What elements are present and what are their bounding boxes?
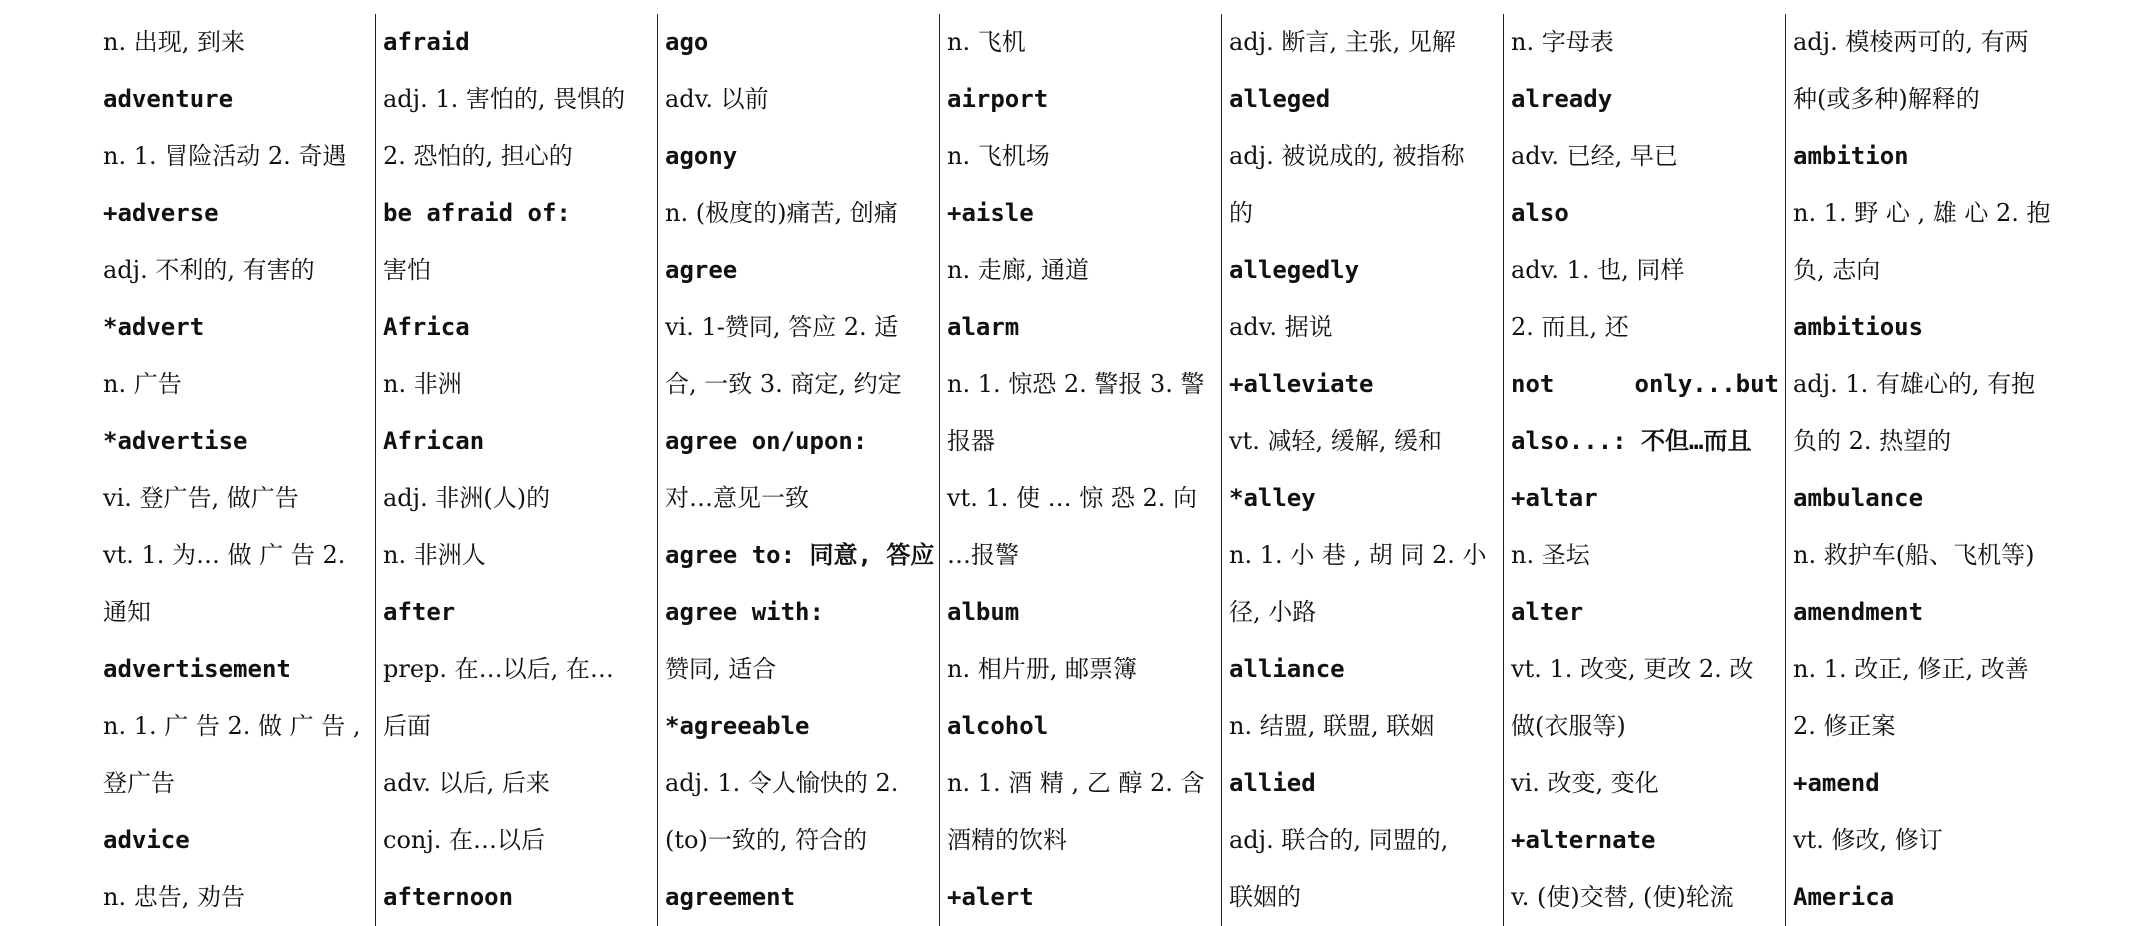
definition-line: n. 非洲人 (383, 541, 486, 569)
dictionary-column (939, 14, 1221, 926)
definition-line: 登广告 (103, 769, 175, 797)
headword: +alert (947, 883, 1034, 911)
headword: afternoon (383, 883, 514, 911)
definition-line: n. 走廊, 通道 (947, 256, 1089, 284)
headword: agree with: (665, 598, 824, 626)
definition-line: adj. 非洲(人)的 (383, 484, 551, 512)
definition-line: 赞同, 适合 (665, 655, 777, 683)
headword: afraid (383, 28, 470, 56)
headword: alter (1511, 598, 1584, 626)
headword: alliance (1229, 655, 1345, 683)
definition-line: vt. 1. 使 … 惊 恐 2. 向 (947, 484, 1198, 512)
headword: +alternate (1511, 826, 1656, 854)
headword: +aisle (947, 199, 1034, 227)
definition-line: 种(或多种)解释的 (1793, 85, 1980, 113)
definition-line: adv. 以前 (665, 85, 769, 113)
definition-line: 负, 志向 (1793, 256, 1881, 284)
definition-line: adj. 1. 令人愉快的 2. (665, 769, 899, 797)
definition-line: n. 飞机场 (947, 142, 1050, 170)
headword: be afraid of: (383, 199, 571, 227)
definition-line: n. 1. 酒 精 , 乙 醇 2. 含 (947, 769, 1205, 797)
definition-line: n. 出现, 到来 (103, 28, 245, 56)
headword: not only...but (1511, 370, 1779, 398)
definition-line: conj. 在…以后 (383, 826, 546, 854)
definition-line: n. 1. 野 心 , 雄 心 2. 抱 (1793, 199, 2051, 227)
definition-line: (to)一致的, 符合的 (665, 826, 868, 854)
definition-line: adj. 1. 害怕的, 畏惧的 (383, 85, 626, 113)
definition-line: vi. 改变, 变化 (1511, 769, 1659, 797)
definition-line: vi. 1-赞同, 答应 2. 适 (665, 313, 899, 341)
headword: African (383, 427, 485, 455)
headword: *agreeable (665, 712, 810, 740)
headword: allegedly (1229, 256, 1360, 284)
headword: agreement (665, 883, 796, 911)
definition-line: n. 结盟, 联盟, 联姻 (1229, 712, 1435, 740)
headword: America (1793, 883, 1895, 911)
definition-line: n. 字母表 (1511, 28, 1614, 56)
dictionary-column (96, 14, 375, 926)
definition-line: 2. 修正案 (1793, 712, 1896, 740)
headword: allied (1229, 769, 1316, 797)
definition-line: adv. 1. 也, 同样 (1511, 256, 1685, 284)
headword: *advertise (103, 427, 248, 455)
definition-line: vt. 减轻, 缓解, 缓和 (1229, 427, 1442, 455)
headword: amendment (1793, 598, 1924, 626)
definition-line: n. 忠告, 劝告 (103, 883, 245, 911)
definition-line: vt. 1. 改变, 更改 2. 改 (1511, 655, 1754, 683)
definition-line: 负的 2. 热望的 (1793, 427, 1952, 455)
dictionary-column (657, 14, 939, 926)
definition-line: 2. 恐怕的, 担心的 (383, 142, 573, 170)
definition-line: 酒精的饮料 (947, 826, 1067, 854)
definition-line: prep. 在…以后, 在… (383, 655, 614, 683)
headword: ambitious (1793, 313, 1924, 341)
definition-line: 通知 (103, 598, 151, 626)
definition-line: 2. 而且, 还 (1511, 313, 1629, 341)
headword: Africa (383, 313, 470, 341)
headword: +altar (1511, 484, 1598, 512)
definition-line: n. 救护车(船、飞机等) (1793, 541, 2035, 569)
headword: agree to: 同意, 答应 (665, 541, 935, 569)
definition-line: n. 相片册, 邮票簿 (947, 655, 1137, 683)
definition-line: adv. 以后, 后来 (383, 769, 550, 797)
definition-line: vt. 修改, 修订 (1793, 826, 1943, 854)
headword: *advert (103, 313, 205, 341)
definition-line: n. 非洲 (383, 370, 462, 398)
headword: +alleviate (1229, 370, 1374, 398)
headword: also...: 不但…而且 (1511, 427, 1752, 455)
headword: also (1511, 199, 1569, 227)
definition-line: adj. 联合的, 同盟的, (1229, 826, 1449, 854)
definition-line: adj. 断言, 主张, 见解 (1229, 28, 1456, 56)
definition-line: 的 (1229, 199, 1253, 227)
definition-line: n. 1. 改正, 修正, 改善 (1793, 655, 2029, 683)
headword: agree on/upon: (665, 427, 868, 455)
dictionary-column (1221, 14, 1503, 926)
headword: +adverse (103, 199, 219, 227)
headword: airport (947, 85, 1049, 113)
definition-line: n. 1. 广 告 2. 做 广 告 , (103, 712, 361, 740)
headword: *alley (1229, 484, 1316, 512)
definition-line: adj. 被说成的, 被指称 (1229, 142, 1465, 170)
headword: alarm (947, 313, 1020, 341)
definition-line: n. 1. 冒险活动 2. 奇遇 (103, 142, 347, 170)
headword: ago (665, 28, 709, 56)
definition-line: adj. 模棱两可的, 有两 (1793, 28, 2029, 56)
headword: album (947, 598, 1020, 626)
definition-line: n. 飞机 (947, 28, 1026, 56)
definition-line: 报器 (947, 427, 995, 455)
headword: advice (103, 826, 190, 854)
definition-line: 径, 小路 (1229, 598, 1317, 626)
definition-line: vt. 1. 为… 做 广 告 2. (103, 541, 346, 569)
definition-line: 后面 (383, 712, 431, 740)
definition-line: vi. 登广告, 做广告 (103, 484, 299, 512)
definition-line: 做(衣服等) (1511, 712, 1626, 740)
definition-line: 合, 一致 3. 商定, 约定 (665, 370, 902, 398)
headword: after (383, 598, 456, 626)
definition-line: adj. 不利的, 有害的 (103, 256, 315, 284)
headword: agony (665, 142, 738, 170)
definition-line: n. 1. 惊恐 2. 警报 3. 警 (947, 370, 1205, 398)
definition-line: n. 圣坛 (1511, 541, 1590, 569)
headword: alleged (1229, 85, 1331, 113)
definition-line: 对…意见一致 (665, 484, 809, 512)
definition-line: 联姻的 (1229, 883, 1301, 911)
headword: +amend (1793, 769, 1880, 797)
headword: alcohol (947, 712, 1049, 740)
definition-line: 害怕 (383, 256, 431, 284)
dictionary-column (1785, 14, 2067, 926)
headword: ambition (1793, 142, 1909, 170)
headword: already (1511, 85, 1613, 113)
dictionary-column (375, 14, 657, 926)
definition-line: adv. 已经, 早已 (1511, 142, 1678, 170)
definition-line: …报警 (947, 541, 1019, 569)
headword: adventure (103, 85, 234, 113)
headword: ambulance (1793, 484, 1924, 512)
headword: advertisement (103, 655, 291, 683)
definition-line: adj. 1. 有雄心的, 有抱 (1793, 370, 2036, 398)
definition-line: v. (使)交替, (使)轮流 (1511, 883, 1734, 911)
dictionary-column (1503, 14, 1785, 926)
headword: agree (665, 256, 738, 284)
definition-line: adv. 据说 (1229, 313, 1333, 341)
definition-line: n. 广告 (103, 370, 182, 398)
definition-line: n. 1. 小 巷 , 胡 同 2. 小 (1229, 541, 1487, 569)
dictionary-columns (96, 14, 2067, 926)
definition-line: n. (极度的)痛苦, 创痛 (665, 199, 898, 227)
